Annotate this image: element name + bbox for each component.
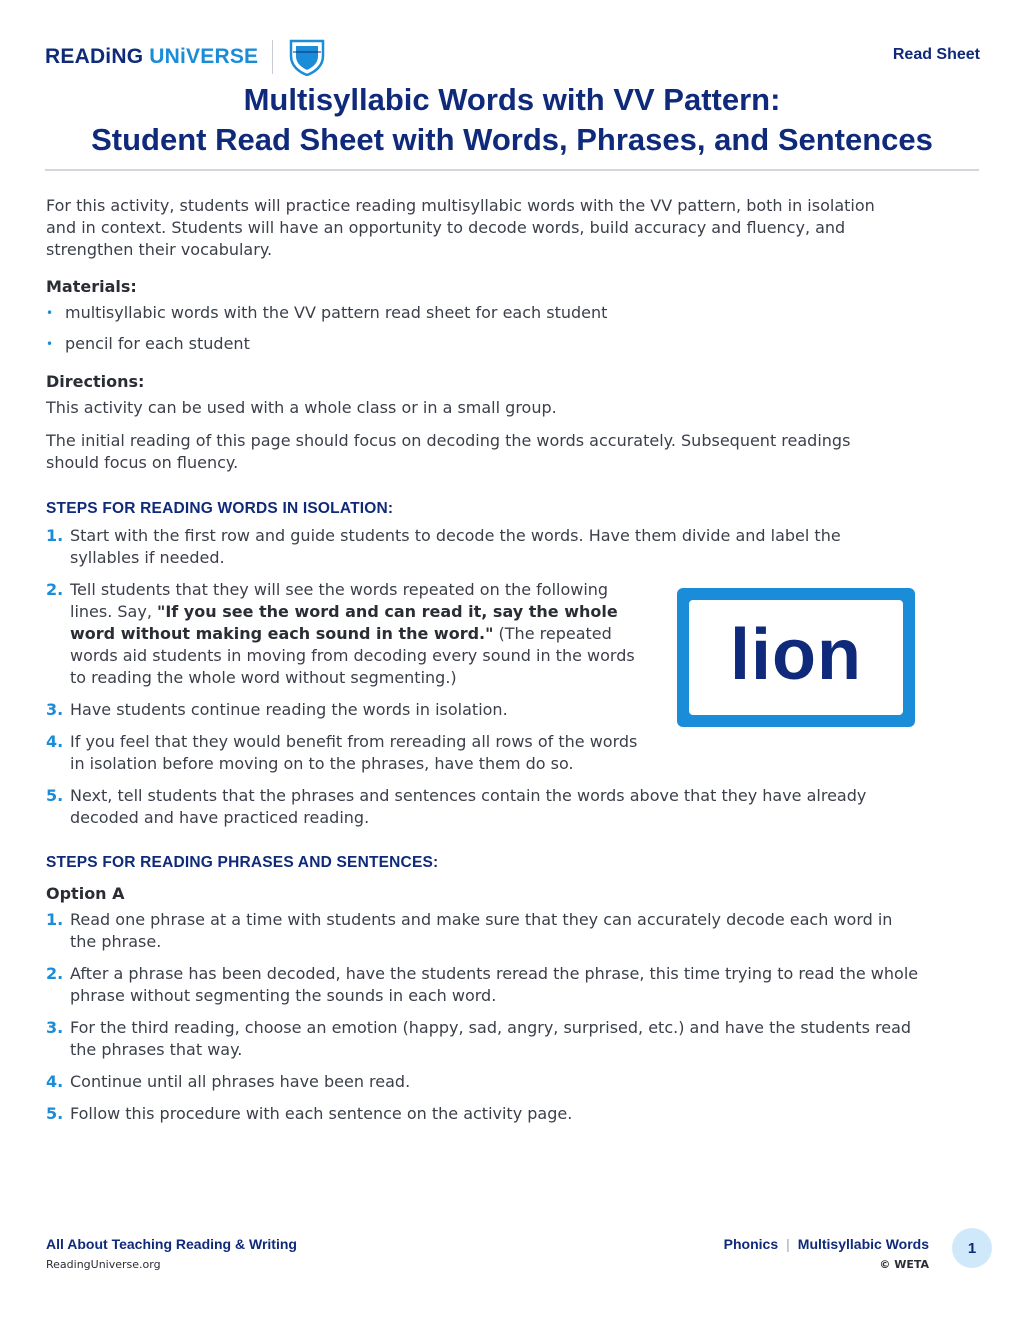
title-line-1: Multisyllabic Words with VV Pattern: <box>243 82 781 117</box>
intro-paragraph: For this activity, students will practice reading multisyllabic words with the VV pattern, both in isolation and in context. Students will have an opportunity to decode words, build accuracy and fluency, and strengthen their vocabulary. <box>46 196 875 259</box>
phrases-steps-heading: STEPS FOR READING PHRASES AND SENTENCES: <box>46 854 439 871</box>
step-number: 2. <box>46 580 64 599</box>
list-item <box>46 963 921 1007</box>
list-item <box>46 731 651 775</box>
reading-universe-logo <box>45 38 327 76</box>
footer-topic-breadcrumb <box>724 1236 929 1252</box>
step-text: Next, tell students that the phrases and sentences contain the words above that they have already decoded and have practiced reading. <box>70 786 867 827</box>
step-number: 3. <box>46 1018 64 1037</box>
list-item <box>46 1103 921 1125</box>
aft-shield-icon <box>287 38 327 76</box>
word-card-inner <box>689 600 903 715</box>
step-number: 5. <box>46 1104 64 1123</box>
logo-universe: UNiVERSE <box>149 45 259 68</box>
list-item <box>46 909 921 953</box>
directions-heading: Directions: <box>46 372 145 391</box>
list-item <box>46 579 651 689</box>
step-text: If you feel that they would benefit from rereading all rows of the words in isolation before moving on to the phrases, have them do so. <box>70 732 638 773</box>
step-number: 5. <box>46 786 64 805</box>
step-number: 1. <box>46 526 64 545</box>
step-number: 3. <box>46 700 64 719</box>
isolation-steps-heading: STEPS FOR READING WORDS IN ISOLATION: <box>46 500 394 517</box>
page-number-badge: 1 <box>952 1228 992 1268</box>
logo-divider <box>272 40 273 74</box>
step-text: Follow this procedure with each sentence on the activity page. <box>70 1104 573 1123</box>
step-text: Read one phrase at a time with students and make sure that they can accurately decode each word in the phrase. <box>70 910 893 951</box>
title-divider <box>45 169 979 171</box>
footer-copyright: © WETA <box>879 1258 929 1271</box>
page-title <box>0 80 1024 160</box>
phrases-steps-list <box>46 909 921 1135</box>
list-item: • multisyllabic words with the VV pattern read sheet for each student <box>46 302 926 324</box>
materials-heading: Materials: <box>46 277 137 296</box>
step-text: After a phrase has been decoded, have the students reread the phrase, this time trying to read the whole phrase without segmenting the sounds in each word. <box>70 964 919 1005</box>
breadcrumb-separator: | <box>786 1236 790 1252</box>
step-text: Start with the first row and guide students to decode the words. Have them divide and label the syllables if needed. <box>70 526 841 567</box>
directions-paragraph-1: This activity can be used with a whole class or in a small group. <box>46 398 557 417</box>
step-number: 1. <box>46 910 64 929</box>
list-item <box>46 1017 921 1061</box>
footer-topic: Phonics <box>723 1236 779 1252</box>
doc-type-label: Read Sheet <box>892 46 980 63</box>
footer-series-title: All About Teaching Reading & Writing <box>46 1236 297 1252</box>
step-text: Tell students that they will see the words repeated on the following lines. Say, <box>70 580 609 621</box>
step-text: Have students continue reading the words in isolation. <box>70 700 508 719</box>
word-card <box>677 588 915 727</box>
step-number: 2. <box>46 964 64 983</box>
footer-subtopic: Multisyllabic Words <box>797 1236 929 1252</box>
title-line-2: Student Read Sheet with Words, Phrases, and Sentences <box>91 122 933 157</box>
list-item <box>46 699 651 721</box>
step-quote: "If you see the word and can read it, say the whole word without making each sound in the word." <box>70 602 618 643</box>
list-item: • pencil for each student <box>46 333 926 355</box>
footer-site-link[interactable]: ReadingUniverse.org <box>46 1258 161 1271</box>
list-item <box>46 1071 921 1093</box>
step-number: 4. <box>46 1072 64 1091</box>
materials-list <box>46 302 926 364</box>
logo-reading: READiNG <box>45 45 144 68</box>
step-number: 4. <box>46 732 64 751</box>
list-item <box>46 525 896 569</box>
logo-wordmark <box>45 45 258 69</box>
step-text-continued: (The repeated words aid students in moving from decoding every sound in the words to reading the whole word without segmenting.) <box>70 624 635 687</box>
word-card-text: lion <box>730 614 862 695</box>
option-heading: Option A <box>46 884 125 903</box>
list-item <box>46 785 896 829</box>
step-text: Continue until all phrases have been read. <box>70 1072 411 1091</box>
step-text: For the third reading, choose an emotion (happy, sad, angry, surprised, etc.) and have the students read the phrases that way. <box>70 1018 912 1059</box>
directions-paragraph-2: The initial reading of this page should focus on decoding the words accurately. Subsequent readings should focus on fluency. <box>46 431 851 472</box>
